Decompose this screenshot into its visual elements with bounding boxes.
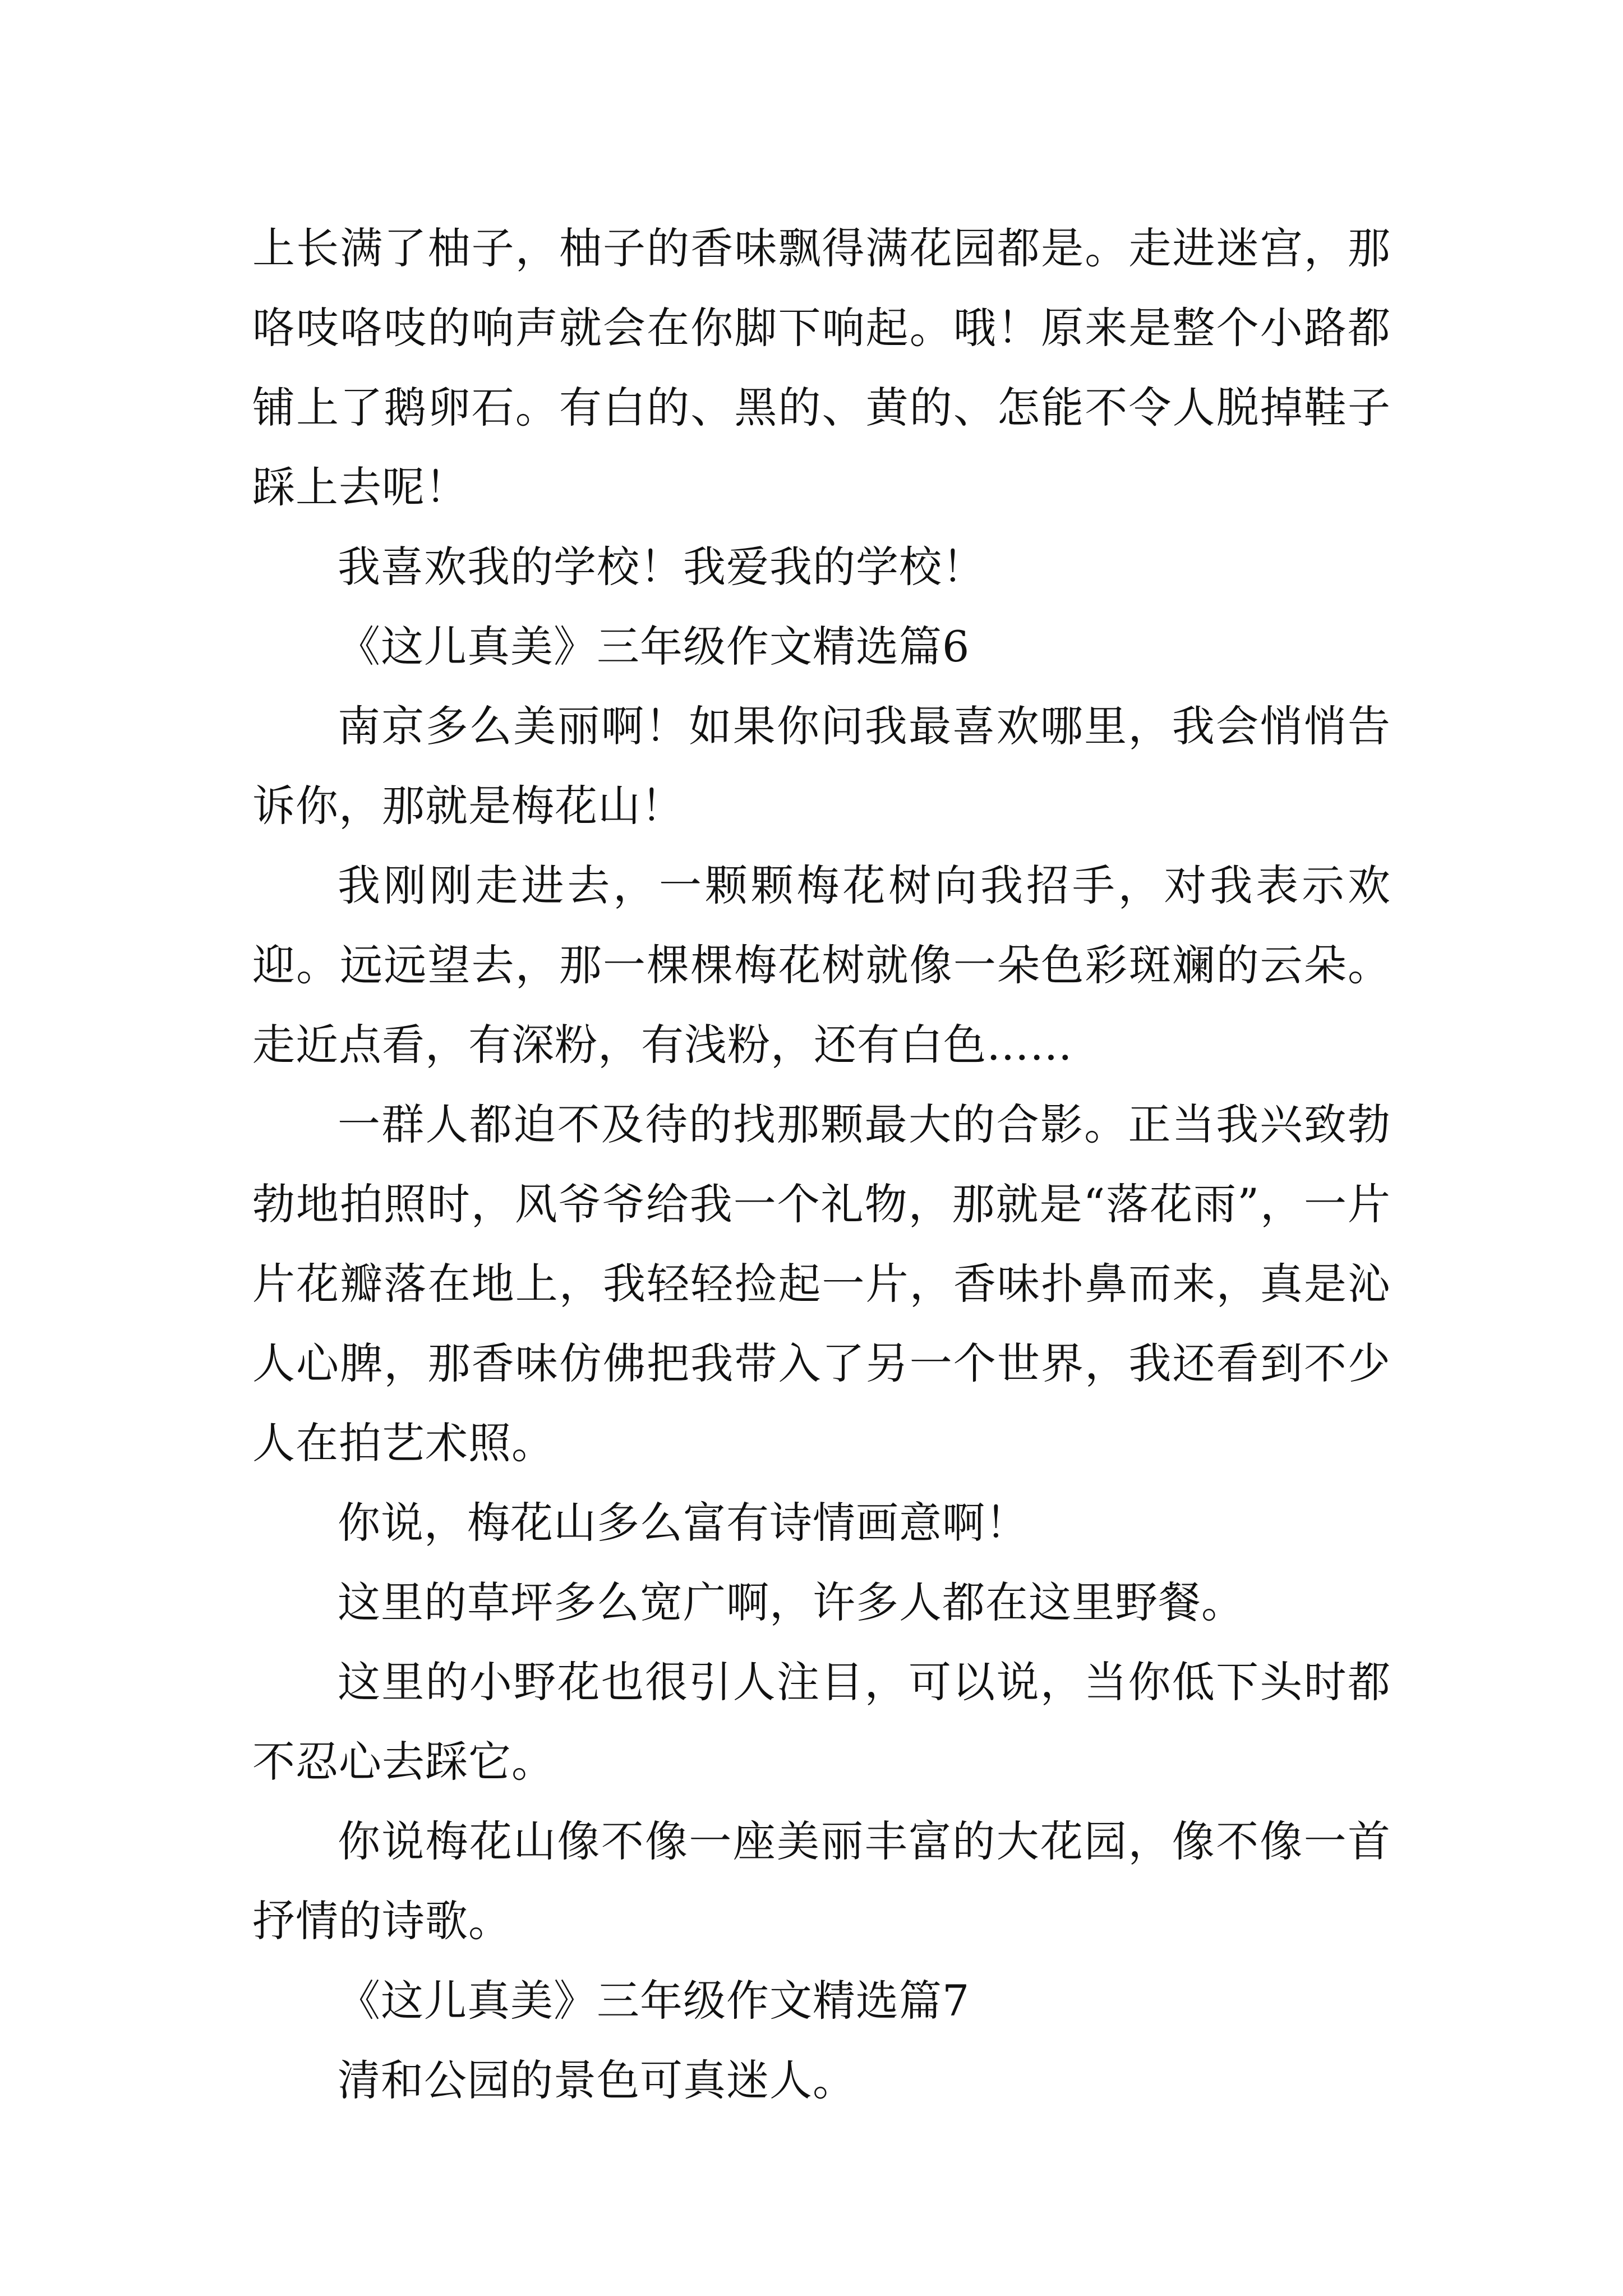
paragraph: 我刚刚走进去，一颗颗梅花树向我招手，对我表示欢迎。远远望去，那一棵棵梅花树就像一朵色彩斑斓的云朵。走近点看，有深粉，有浅粉，还有白色…… [252,861,1391,1070]
paragraph: 南京多么美丽啊！如果你问我最喜欢哪里，我会悄悄告诉你，那就是梅花山！ [252,701,1391,831]
essay-heading: 《这儿真美》三年级作文精选篇7 [338,1976,970,2026]
paragraph: 这里的小野花也很引人注目，可以说，当你低下头时都不忍心去踩它。 [252,1657,1391,1787]
paragraph: 一群人都迫不及待的找那颗最大的合影。正当我兴致勃勃地拍照时，风爷爷给我一个礼物，那就是“落花雨”，一片片花瓣落在地上，我轻轻捡起一片，香味扑鼻而来，真是沁人心脾，那香味仿佛把我带入了另一个世界，我还看到不少人在拍艺术照。 [252,1099,1391,1468]
paragraph: 你说，梅花山多么富有诗情画意啊！ [338,1498,1029,1548]
document-body [252,209,1391,2120]
essay-heading: 《这儿真美》三年级作文精选篇6 [338,622,970,671]
paragraph: 你说梅花山像不像一座美丽丰富的大花园，像不像一首抒情的诗歌。 [252,1816,1391,1946]
paragraph: 清和公园的景色可真迷人。 [338,2055,856,2105]
paragraph: 这里的草坪多么宽广啊，许多人都在这里野餐。 [338,1577,1244,1627]
paragraph-continuation: 上长满了柚子，柚子的香味飘得满花园都是。走进迷宫，那咯吱咯吱的响声就会在你脚下响起。哦！原来是整个小路都铺上了鹅卵石。有白的、黑的、黄的、怎能不令人脱掉鞋子踩上去呢！ [252,223,1391,512]
paragraph: 我喜欢我的学校！我爱我的学校！ [338,542,985,592]
